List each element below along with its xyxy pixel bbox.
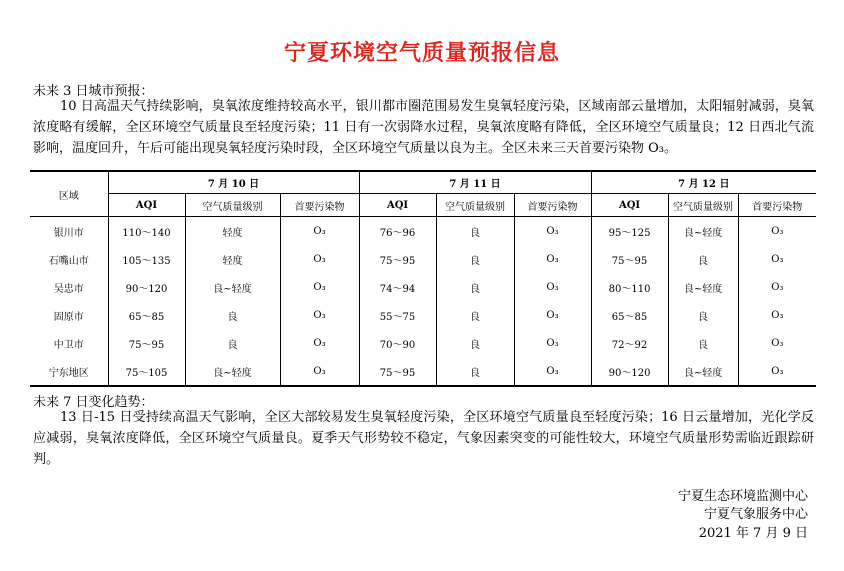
aqi-cell: 75～95 [359, 357, 436, 386]
aqi-cell: 110～140 [108, 217, 185, 246]
pollutant-cell: O₃ [514, 273, 591, 301]
aqi-header: AQI [359, 194, 436, 217]
aqi-cell: 105～135 [108, 245, 185, 273]
signature-org-2: 宁夏气象服务中心 [703, 507, 808, 522]
level-header: 空气质量级别 [185, 194, 280, 217]
level-cell: 良 [436, 301, 514, 329]
aqi-cell: 65～85 [108, 301, 185, 329]
level-cell: 良~轻度 [668, 273, 738, 301]
date-header-3: 7 月 12 日 [591, 171, 816, 194]
level-cell: 良 [436, 329, 514, 357]
pollutant-header: 首要污染物 [514, 194, 591, 217]
date-header-2: 7 月 11 日 [359, 171, 591, 194]
aqi-cell: 80～110 [591, 273, 668, 301]
signature-date: 2021 年 7 月 9 日 [698, 526, 808, 541]
forecast-3day-text: 10 日高温天气持续影响，臭氧浓度维持较高水平，银川都市圈范围易发生臭氧轻度污染，区域南部云量增加，太阳辐射减弱，臭氧浓度略有缓解，全区环境空气质量良至轻度污染；11 日有一次弱降水过程，臭氧浓度略有降低，全区环境空气质量良；12 日西北气流影响，温度回升，午后可能出现臭氧轻度污染时段，全区环境空气质量以良为主。全区未来三天首要污染物 O₃。 [33, 99, 814, 156]
table-row [30, 329, 816, 357]
pollutant-cell: O₃ [738, 273, 816, 301]
pollutant-cell: O₃ [280, 217, 359, 246]
trend-7day-text: 13 日-15 日受持续高温天气影响，全区大部较易发生臭氧轻度污染，全区环境空气质量良至轻度污染；16 日云量增加，光化学反应减弱，臭氧浓度降低，全区环境空气质量良。夏季天气形势较不稳定，气象因素突变的可能性较大，环境空气质量形势需临近跟踪研判。 [33, 410, 814, 467]
level-cell: 良 [185, 301, 280, 329]
aqi-cell: 74～94 [359, 273, 436, 301]
aqi-cell: 75～105 [108, 357, 185, 386]
aqi-cell: 75～95 [359, 245, 436, 273]
table-row [30, 217, 816, 246]
signature-org-1: 宁夏生态环境监测中心 [677, 489, 808, 504]
aqi-cell: 70～90 [359, 329, 436, 357]
aqi-cell: 55～75 [359, 301, 436, 329]
region-cell: 银川市 [53, 227, 84, 239]
aqi-cell: 95～125 [591, 217, 668, 246]
forecast-3day-heading: 未来 3 日城市预报： [33, 84, 154, 99]
pollutant-cell: O₃ [514, 329, 591, 357]
level-header: 空气质量级别 [668, 194, 738, 217]
level-cell: 良~轻度 [668, 217, 738, 246]
aqi-cell: 75～95 [108, 329, 185, 357]
pollutant-cell: O₃ [514, 357, 591, 386]
table-row [30, 357, 816, 386]
pollutant-cell: O₃ [514, 217, 591, 246]
forecast-table [30, 170, 816, 387]
level-cell: 良 [436, 245, 514, 273]
level-cell: 良 [668, 301, 738, 329]
level-header: 空气质量级别 [436, 194, 514, 217]
level-cell: 良 [668, 329, 738, 357]
aqi-cell: 76～96 [359, 217, 436, 246]
table-row [30, 245, 816, 273]
region-cell: 石嘴山市 [48, 255, 89, 267]
level-cell: 良~轻度 [185, 273, 280, 301]
pollutant-cell: O₃ [738, 357, 816, 386]
pollutant-cell: O₃ [280, 273, 359, 301]
aqi-cell: 65～85 [591, 301, 668, 329]
aqi-cell: 90～120 [108, 273, 185, 301]
pollutant-cell: O₃ [280, 357, 359, 386]
pollutant-cell: O₃ [738, 217, 816, 246]
pollutant-cell: O₃ [280, 245, 359, 273]
level-cell: 良 [185, 329, 280, 357]
level-cell: 轻度 [185, 217, 280, 246]
pollutant-header: 首要污染物 [280, 194, 359, 217]
level-cell: 良 [668, 245, 738, 273]
level-cell: 轻度 [185, 245, 280, 273]
level-cell: 良~轻度 [668, 357, 738, 386]
pollutant-cell: O₃ [514, 301, 591, 329]
aqi-cell: 90～120 [591, 357, 668, 386]
pollutant-cell: O₃ [280, 301, 359, 329]
trend-7day-heading: 未来 7 日变化趋势： [33, 395, 154, 410]
date-header-1: 7 月 10 日 [108, 171, 359, 194]
table-row [30, 301, 816, 329]
pollutant-cell: O₃ [514, 245, 591, 273]
level-cell: 良 [436, 217, 514, 246]
pollutant-cell: O₃ [738, 245, 816, 273]
aqi-cell: 75～95 [591, 245, 668, 273]
region-cell: 中卫市 [53, 339, 84, 351]
pollutant-cell: O₃ [738, 329, 816, 357]
region-cell: 吴忠市 [53, 283, 84, 295]
pollutant-cell: O₃ [280, 329, 359, 357]
aqi-cell: 72～92 [591, 329, 668, 357]
aqi-header: AQI [591, 194, 668, 217]
aqi-header: AQI [108, 194, 185, 217]
level-cell: 良~轻度 [185, 357, 280, 386]
region-cell: 固原市 [53, 311, 84, 323]
pollutant-cell: O₃ [738, 301, 816, 329]
region-header: 区域 [30, 171, 108, 217]
level-cell: 良 [436, 273, 514, 301]
level-cell: 良 [436, 357, 514, 386]
table-row [30, 273, 816, 301]
region-cell: 宁东地区 [30, 357, 108, 386]
page-title: 宁夏环境空气质量预报信息 [283, 40, 560, 66]
pollutant-header: 首要污染物 [738, 194, 816, 217]
